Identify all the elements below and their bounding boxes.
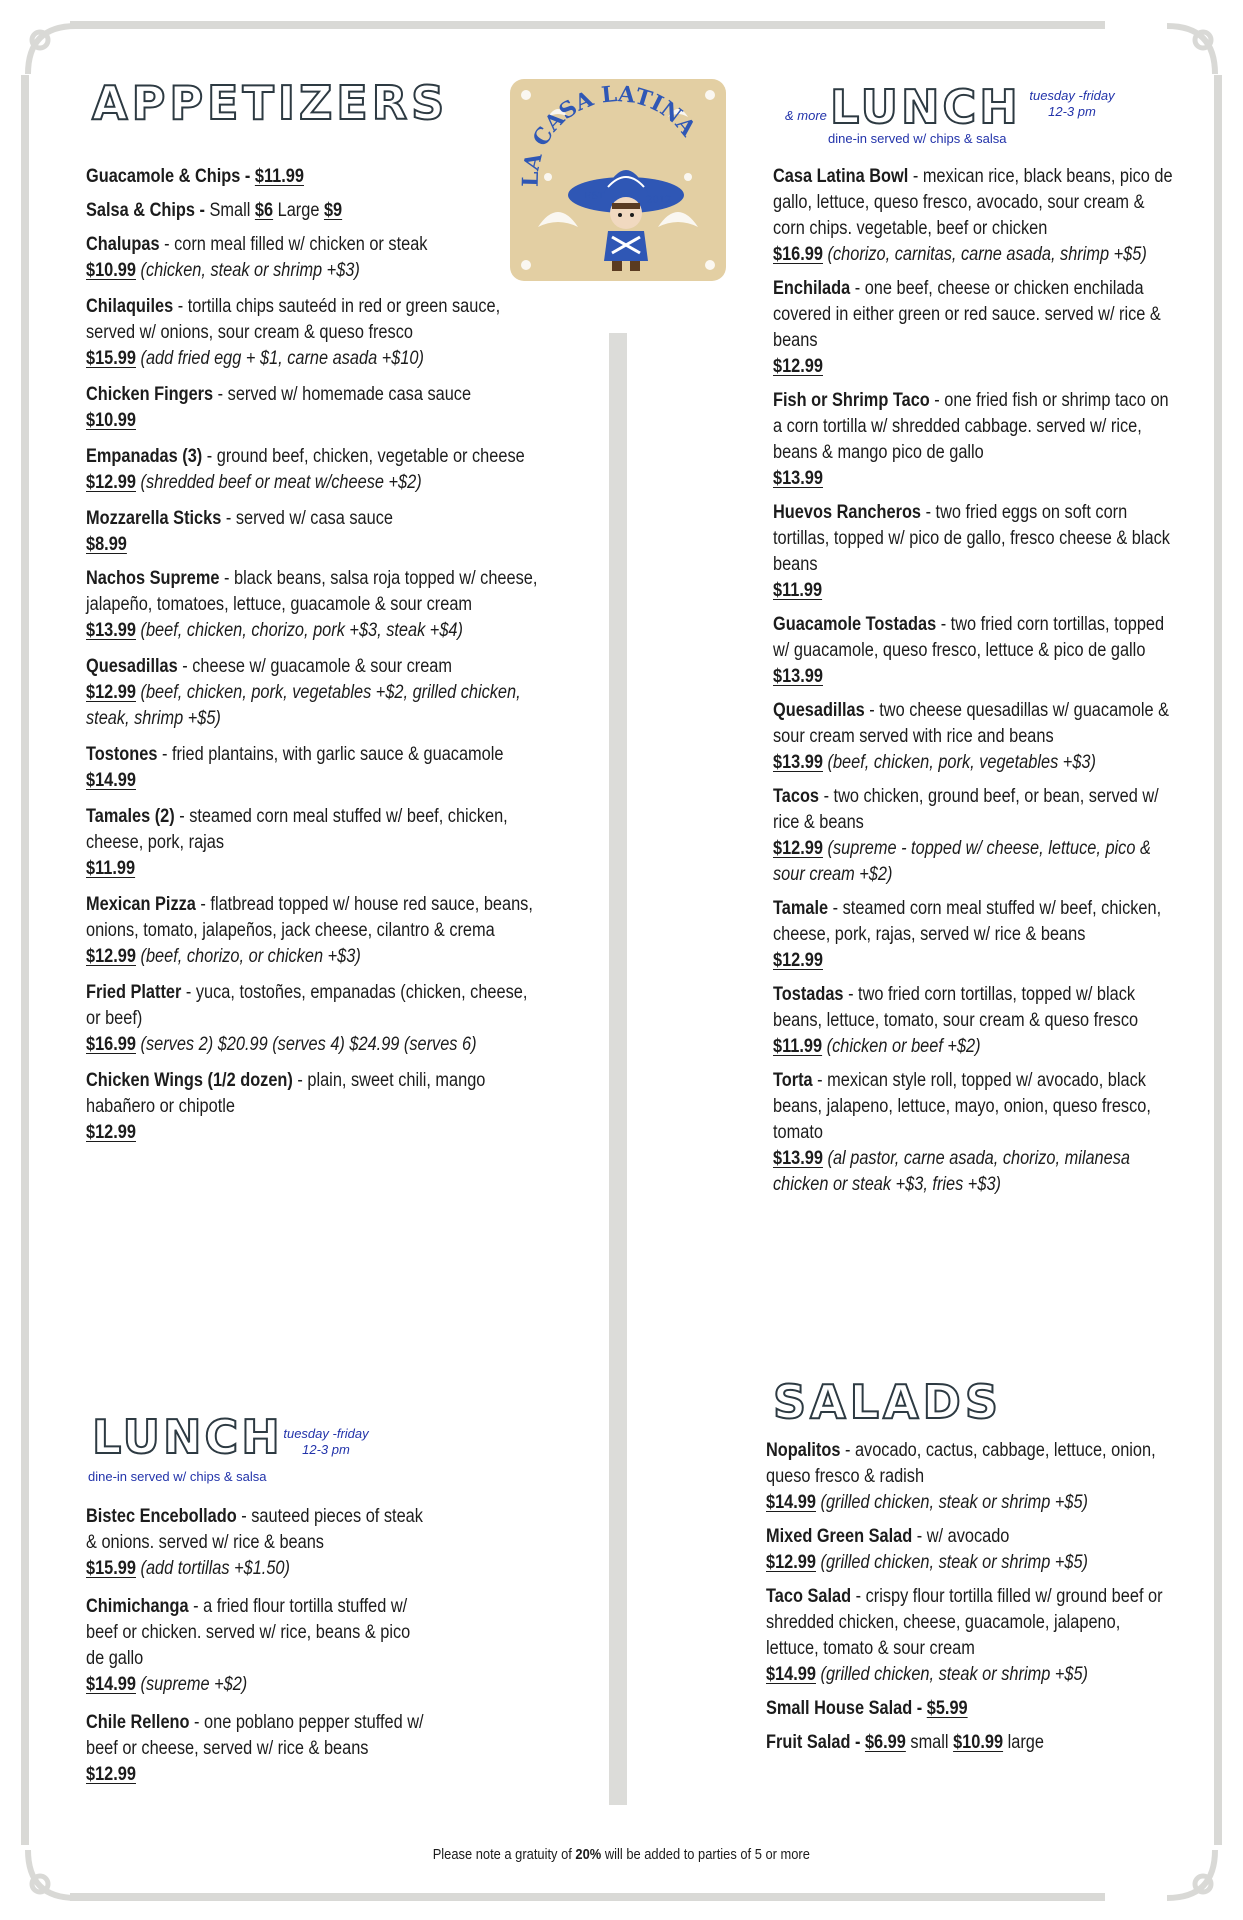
menu-item-price: $12.99 [86,946,136,967]
menu-item [86,654,540,732]
menu-item-description: - ground beef, chicken, vegetable or cheese [202,446,525,467]
menu-item-price: $6 [254,200,274,221]
menu-item-price: $10.99 [86,260,136,281]
menu-item [86,506,540,558]
menu-item [766,1696,1170,1722]
menu-item-name: Nopalitos [766,1440,841,1461]
menu-item-name: Chilaquiles [86,296,174,317]
menu-item-note: (add tortillas +$1.50) [135,1558,290,1579]
menu-item-description: - steamed corn meal stuffed w/ beef, chicken, cheese, pork, rajas [86,806,508,853]
gratuity-note [0,1846,1243,1863]
papel-picado-logo-icon [508,77,728,283]
menu-item-name: Mozzarella Sticks [86,508,222,529]
menu-item [773,1068,1177,1198]
menu-item-note: (chorizo, carnitas, carne asada, shrimp +$5) [822,244,1147,265]
menu-item-note: (beef, chicken, chorizo, pork +$3, steak +$4) [135,620,463,641]
menu-item-name: Tostones [86,744,158,765]
menu-item-description: - mexican style roll, topped w/ avocado, black beans, jalapeno, lettuce, mayo, onion, queso fresco, tomato [773,1070,1151,1143]
menu-item-price: $5.99 [926,1698,968,1719]
menu-item [773,612,1177,690]
menu-item-price: $8.99 [86,534,127,555]
lunch-left-days [276,1426,376,1458]
menu-item-note: (grilled chicken, steak or shrimp +$5) [815,1492,1088,1513]
menu-item-price: $12.99 [773,950,823,971]
menu-item-price: $12.99 [766,1552,816,1573]
menu-item-size-label-2: large [1003,1732,1044,1753]
menu-item-name: Chalupas [86,234,160,255]
menu-item-note: (supreme - topped w/ cheese, lettuce, pico & sour cream +$2) [773,838,1151,885]
menu-item-name: Fruit Salad - [766,1732,865,1753]
appetizers-list [86,164,541,1156]
frame-left-border [21,75,29,1845]
menu-item-note: (chicken, steak or shrimp +$3) [135,260,360,281]
menu-item-name: Bistec Encebollado [86,1506,237,1527]
menu-item [773,982,1177,1060]
lunch-right-heading: LUNCH [830,80,1021,134]
menu-item-name: Small House Salad - [766,1698,927,1719]
menu-item-name: Casa Latina Bowl [773,166,909,187]
menu-item-description: - served w/ homemade casa sauce [213,384,472,405]
menu-item-description: - tortilla chips sauteéd in red or green sauce, served w/ onions, sour cream & queso fresco [86,296,501,343]
logo-year: 2012 [646,195,672,206]
menu-item [766,1730,1170,1756]
menu-item [766,1584,1170,1688]
lunch-left-days-text: tuesday -friday [283,1426,369,1441]
menu-item-price: $12.99 [86,1122,136,1143]
salads-list [766,1438,1171,1764]
menu-item [86,382,540,434]
menu-item-price: $11.99 [773,1036,823,1057]
menu-item-price: $11.99 [254,166,304,187]
menu-item-note: (chicken or beef +$2) [822,1036,981,1057]
lunch-left-heading: LUNCH [92,1410,283,1464]
menu-item-name: Mexican Pizza [86,894,196,915]
menu-item [86,232,540,284]
menu-item-note: (serves 2) $20.99 (serves 4) $24.99 (serves 6) [135,1034,477,1055]
menu-item [773,500,1177,604]
menu-item-price: $14.99 [86,1674,136,1695]
menu-item [86,566,540,644]
menu-item-description: - avocado, cactus, cabbage, lettuce, onion, queso fresco & radish [766,1440,1156,1487]
menu-item-price: $11.99 [773,580,823,601]
menu-item-name: Huevos Rancheros [773,502,922,523]
menu-item-description: Small [209,200,255,221]
menu-item [86,198,540,224]
menu-item-description: - two chicken, ground beef, or bean, served w/ rice & beans [773,786,1159,833]
logo-title: LA CASA LATINA [517,81,701,188]
menu-item-name: Salsa & Chips - [86,200,210,221]
menu-item [773,164,1177,268]
menu-item-name: Fried Platter [86,982,182,1003]
menu-item [773,698,1177,776]
menu-item-name: Fish or Shrimp Taco [773,390,930,411]
menu-item-price: $12.99 [86,682,136,703]
corner-flourish-top-right [1155,14,1225,84]
menu-item-name: Tacos [773,786,820,807]
lunch-right-list [773,164,1178,1206]
menu-item-name: Mixed Green Salad [766,1526,913,1547]
menu-item-name: Guacamole & Chips - [86,166,255,187]
logo-est: EST [584,191,605,202]
menu-item-description: - corn meal filled w/ chicken or steak [159,234,428,255]
menu-item-note: (add fried egg + $1, carne asada +$10) [135,348,424,369]
menu-item-description: - two fried corn tortillas, topped w/ black beans, lettuce, tomato, sour cream & queso fresco [773,984,1139,1031]
menu-item-note: (grilled chicken, steak or shrimp +$5) [815,1552,1088,1573]
menu-item-description: - crispy flour tortilla filled w/ ground beef or shredded chicken, cheese, guacamole, jalapeno, lettuce, tomato & sour cream [766,1586,1163,1659]
menu-item-price: $10.99 [86,410,136,431]
menu-item [773,388,1177,492]
gratuity-note-post: will be added to parties of 5 or more [601,1846,811,1863]
column-divider [609,333,627,1805]
menu-item-name: Tamales (2) [86,806,175,827]
lunch-left-hours-text: 12-3 pm [302,1442,350,1457]
menu-item-price: $14.99 [766,1492,816,1513]
logo [508,77,728,283]
menu-item-name: Nachos Supreme [86,568,220,589]
menu-item-price: $6.99 [864,1732,906,1753]
menu-item-description: - served w/ casa sauce [221,508,393,529]
frame-top-border [70,21,1105,29]
menu-item-description: - flatbread topped w/ house red sauce, beans, onions, tomato, jalapeños, jack cheese, cilantro & crema [86,894,533,941]
menu-item-name: Chimichanga [86,1596,189,1617]
menu-item-price: $13.99 [773,1148,823,1169]
menu-item-description: - mexican rice, black beans, pico de gallo, lettuce, queso fresco, avocado, sour cream & corn chips. vegetable, beef or chicken [773,166,1173,239]
menu-item-note: (al pastor, carne asada, chorizo, milanesa chicken or steak +$3, fries +$3) [773,1148,1130,1195]
corner-flourish-top-left [18,14,88,84]
appetizers-heading: APPETIZERS [92,76,449,130]
menu-item-description: - yuca, tostoñes, empanadas (chicken, cheese, or beef) [86,982,528,1029]
menu-item-name: Chicken Wings (1/2 dozen) [86,1070,293,1091]
menu-item-description: - one fried fish or shrimp taco on a corn tortilla w/ shredded cabbage. served w/ rice, beans & mango pico de gallo [773,390,1169,463]
menu-item-name: Tostadas [773,984,844,1005]
menu-item-description: - cheese w/ guacamole & sour cream [177,656,453,677]
menu-item-description: - two fried eggs on soft corn tortillas, topped w/ pico de gallo, fresco cheese & black beans [773,502,1170,575]
menu-item-name: Guacamole Tostadas [773,614,937,635]
menu-item [86,892,540,970]
menu-item-price: $13.99 [773,666,823,687]
lunch-right-dine-in: dine-in served w/ chips & salsa [828,131,1007,146]
menu-item-price: $14.99 [86,770,136,791]
menu-item [86,294,540,372]
lunch-left-dine-in: dine-in served w/ chips & salsa [88,1469,267,1484]
menu-item [86,742,540,794]
menu-item-description: - two cheese quesadillas w/ guacamole & sour cream served with rice and beans [773,700,1170,747]
menu-item-description: - sauteed pieces of steak & onions. served w/ rice & beans [86,1506,423,1553]
menu-item-price: $13.99 [773,468,823,489]
menu-item-description: - black beans, salsa roja topped w/ cheese, jalapeño, tomatoes, lettuce, guacamole & sour cream [86,568,538,615]
menu-item-note: (shredded beef or meat w/cheese +$2) [135,472,422,493]
menu-item-note: (beef, chicken, pork, vegetables +$3) [822,752,1096,773]
menu-item-note: (grilled chicken, steak or shrimp +$5) [815,1664,1088,1685]
menu-item-description: - two fried corn tortillas, topped w/ guacamole, queso fresco, lettuce & pico de gallo [773,614,1165,661]
menu-item-description: - one poblano pepper stuffed w/ beef or cheese, served w/ rice & beans [86,1712,424,1759]
menu-item-price: $13.99 [86,620,136,641]
menu-item-price: $15.99 [86,1558,136,1579]
menu-item-note: (beef, chicken, pork, vegetables +$2, grilled chicken, steak, shrimp +$5) [86,682,521,729]
menu-item [766,1438,1170,1516]
menu-item-price: $12.99 [86,1764,136,1785]
menu-item-price: $12.99 [773,838,823,859]
frame-right-border [1214,75,1222,1845]
menu-item-name: Empanadas (3) [86,446,203,467]
menu-item-name: Tamale [773,898,829,919]
menu-item [86,980,540,1058]
menu-item-price: $16.99 [773,244,823,265]
frame-bottom-border [70,1893,1105,1901]
menu-item [773,896,1177,974]
menu-item-description: - one beef, cheese or chicken enchilada covered in either green or red sauce. served w/ rice & beans [773,278,1161,351]
menu-item-name: Torta [773,1070,813,1091]
lunch-right-hours-text: 12-3 pm [1048,104,1096,119]
menu-item-price-2: $9 [323,200,343,221]
menu-item-note: (beef, chorizo, or chicken +$3) [135,946,361,967]
menu-item-description: - steamed corn meal stuffed w/ beef, chicken, cheese, pork, rajas, served w/ rice & beans [773,898,1162,945]
menu-item-price: $11.99 [86,858,136,879]
menu-item-description: - w/ avocado [912,1526,1010,1547]
menu-item-name: Chicken Fingers [86,384,214,405]
menu-item [773,784,1177,888]
lunch-right-days [1022,88,1122,120]
menu-item [86,804,540,882]
menu-item-price: $16.99 [86,1034,136,1055]
menu-item-price: $14.99 [766,1664,816,1685]
menu-item-price-2: $10.99 [953,1732,1004,1753]
menu-item-price: $15.99 [86,348,136,369]
menu-item [86,1068,540,1146]
menu-item-price: $13.99 [773,752,823,773]
menu-item-description: - plain, sweet chili, mango habañero or chipotle [86,1070,486,1117]
menu-item-name: Quesadillas [773,700,865,721]
menu-item-description: - a fried flour tortilla stuffed w/ beef or chicken. served w/ rice, beans & pico de gallo [86,1596,411,1669]
menu-item [86,1504,425,1582]
menu-item [86,164,540,190]
menu-item-price: $12.99 [773,356,823,377]
gratuity-note-pre: Please note a gratuity of [432,1846,576,1863]
menu-item-note: (supreme +$2) [135,1674,248,1695]
menu-item [766,1524,1170,1576]
gratuity-percent: 20% [575,1846,602,1863]
lunch-right-days-text: tuesday -friday [1029,88,1115,103]
menu-item-size-label: Large [273,200,324,221]
menu-item-name: Taco Salad [766,1586,852,1607]
menu-item-name: Chile Relleno [86,1712,190,1733]
menu-item-name: Quesadillas [86,656,178,677]
menu-item [86,1594,425,1698]
lunch-left-list [86,1504,426,1800]
menu-item [86,444,540,496]
menu-item [773,276,1177,380]
menu-item-name: Enchilada [773,278,851,299]
menu-item-size-label: small [905,1732,954,1753]
menu-item [86,1710,425,1788]
menu-item-price: $12.99 [86,472,136,493]
salads-heading: SALADS [773,1375,1002,1429]
lunch-right-prefix: & more [785,108,827,123]
menu-item-description: - fried plantains, with garlic sauce & guacamole [157,744,504,765]
